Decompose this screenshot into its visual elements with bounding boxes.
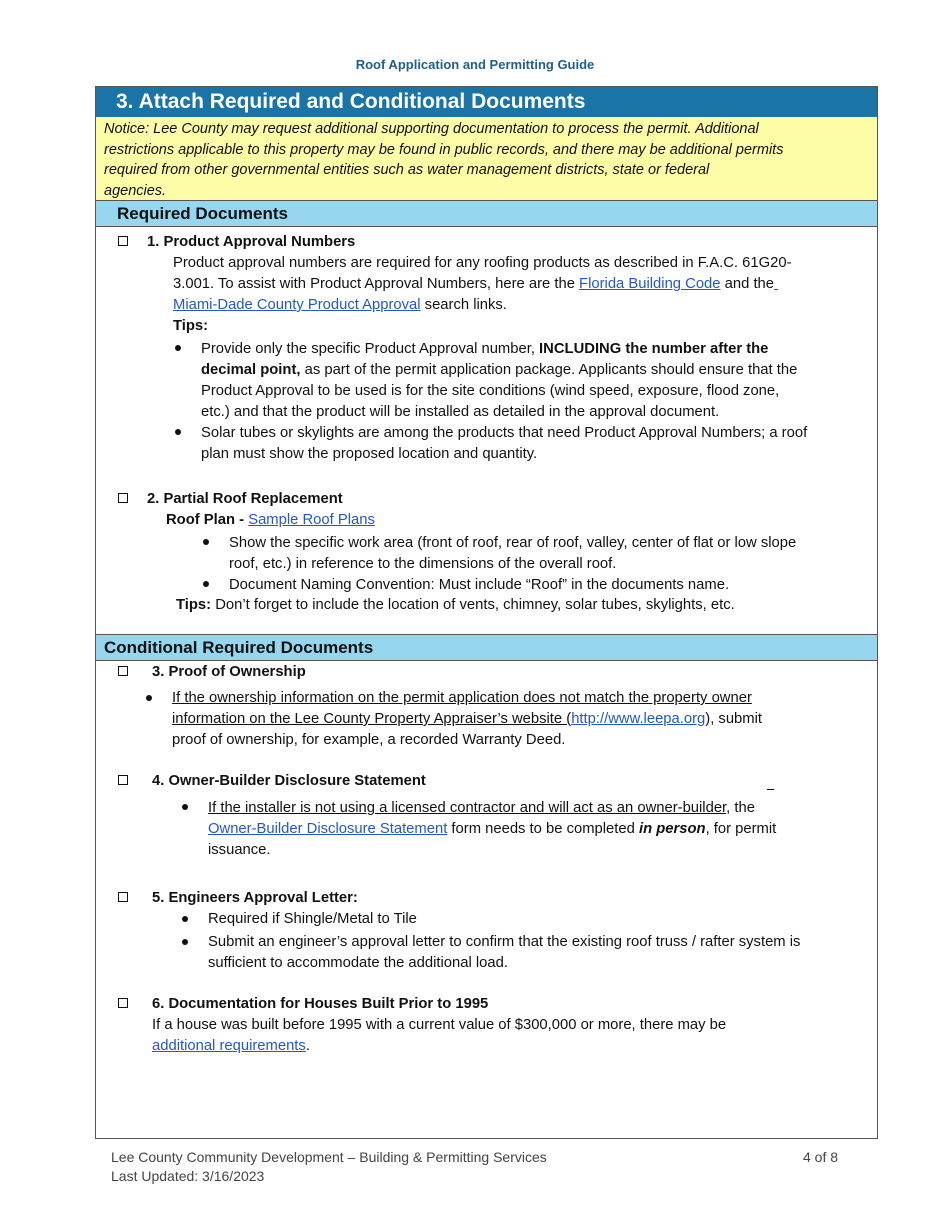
additional-requirements-link[interactable]: additional requirements (152, 1038, 306, 1054)
bullet-icon (175, 345, 181, 351)
item-title-proof-ownership: 3. Proof of Ownership (152, 664, 306, 680)
item-text-line (173, 274, 778, 295)
item-title-engineers-letter: 5. Engineers Approval Letter: (152, 890, 358, 906)
footer-page-number: 4 of 8 (803, 1149, 839, 1165)
roof-plan-line (166, 510, 375, 531)
notice-line: agencies. (104, 182, 167, 199)
item-text-line (152, 1036, 310, 1057)
bullet-icon (182, 916, 188, 922)
bullet-icon (175, 429, 181, 435)
checkbox-proof-ownership[interactable] (118, 666, 128, 676)
item-text: Document Naming Convention: Must include “Roof” in the documents name. (229, 577, 730, 593)
tip-text-line (201, 360, 797, 381)
footer-org: Lee County Community Development – Building & Permitting Services (111, 1149, 547, 1165)
sample-roof-plans-link[interactable]: Sample Roof Plans (248, 512, 375, 528)
item-text: and the (720, 276, 775, 292)
miami-dade-product-approval-link[interactable]: Miami-Dade County Product Approval (173, 297, 421, 313)
item-text-line (172, 709, 762, 730)
item-text: If a house was built before 1995 with a current value of $300,000 or more, there may be (152, 1017, 727, 1033)
checkbox-engineers-letter[interactable] (118, 892, 128, 902)
tip-text: plan must show the proposed location and quantity. (201, 446, 538, 462)
section-title: 3. Attach Required and Conditional Documents (96, 87, 877, 117)
item-title-product-approval: 1. Product Approval Numbers (147, 234, 356, 250)
tip-text: etc.) and that the product will be installed as detailed in the approval document. (201, 404, 720, 420)
tip-text: Product Approval to be used is for the site conditions (wind speed, exposure, flood zone, (201, 383, 780, 399)
bullet-icon (203, 581, 209, 587)
item-text-line (208, 798, 755, 819)
checkbox-owner-builder[interactable] (118, 775, 128, 785)
item-text: If the ownership information on the permit application does not match the property owner (172, 690, 752, 706)
item-text-line (208, 819, 776, 840)
item-text: . (305, 1038, 310, 1054)
item-text: issuance. (208, 842, 271, 858)
checkbox-houses-prior-1995[interactable] (118, 998, 128, 1008)
guide-title: Roof Application and Permitting Guide (355, 57, 595, 72)
item-text: , for permit (705, 821, 777, 837)
tips-label: Tips: (176, 597, 212, 613)
item-title-owner-builder: 4. Owner-Builder Disclosure Statement (152, 773, 426, 789)
checkbox-partial-roof[interactable] (118, 493, 128, 503)
tip-text: Solar tubes or skylights are among the products that need Product Approval Numbers; a roof (201, 425, 808, 441)
item-text: 3.001. To assist with Product Approval Numbers, here are the (173, 276, 580, 292)
checkbox-product-approval[interactable] (118, 236, 128, 246)
tip-text-bold: decimal point, (201, 362, 301, 378)
item-text: search links. (420, 297, 507, 313)
roof-plan-label: Roof Plan - (166, 512, 249, 528)
item-text: roof, etc.) in reference to the dimensions of the overall roof. (229, 556, 617, 572)
tips-label: Tips: (173, 318, 209, 334)
item-text-line (173, 295, 507, 316)
bullet-icon (182, 804, 188, 810)
conditional-documents-band: Conditional Required Documents (96, 634, 877, 661)
tip-text-bold: INCLUDING the number after the (539, 341, 769, 357)
item-text: sufficient to accommodate the additional load. (208, 955, 508, 971)
notice-line: restrictions applicable to this property may be found in public records, and there may be additional permits (104, 141, 784, 158)
item-text: If the installer is not using a licensed contractor and will act as an owner-builder (208, 800, 727, 816)
item-text-emphasis: in person (638, 821, 706, 837)
item-title-houses-prior-1995: 6. Documentation for Houses Built Prior to 1995 (152, 996, 489, 1012)
florida-building-code-link[interactable]: Florida Building Code (579, 276, 721, 292)
item-text: , the (726, 800, 755, 816)
required-documents-band: Required Documents (96, 200, 877, 227)
tip-text: Provide only the specific Product Approval number, (201, 341, 540, 357)
item-title-partial-roof: 2. Partial Roof Replacement (147, 491, 343, 507)
footer-updated: Last Updated: 3/16/2023 (111, 1168, 265, 1184)
item-text: information on the Lee County Property Appraiser’s website ( (172, 711, 572, 727)
tips-line (176, 595, 735, 616)
item-text: ), submit (705, 711, 762, 727)
owner-builder-disclosure-link[interactable]: Owner-Builder Disclosure Statement (208, 821, 448, 837)
notice-box (96, 117, 877, 200)
bullet-icon (146, 695, 152, 701)
bullet-icon (182, 939, 188, 945)
item-text: Submit an engineer’s approval letter to confirm that the existing roof truss / rafter system is (208, 934, 801, 950)
leepa-website-link[interactable]: http://www.leepa.org (571, 711, 706, 727)
notice-line: required from other governmental entities such as water management districts, state or federal (104, 162, 710, 179)
tip-text-line (201, 339, 768, 360)
tip-text: as part of the permit application package. Applicants should ensure that the (300, 362, 798, 378)
item-text: Required if Shingle/Metal to Tile (208, 911, 417, 927)
item-text: proof of ownership, for example, a recorded Warranty Deed. (172, 732, 566, 748)
item-text: form needs to be completed (447, 821, 639, 837)
stray-mark (767, 789, 774, 790)
item-text: Product approval numbers are required for any roofing products as described in F.A.C. 61G20- (173, 255, 792, 271)
tips-text: Don’t forget to include the location of vents, chimney, solar tubes, skylights, etc. (211, 597, 735, 613)
notice-line: Notice: Lee County may request additional supporting documentation to process the permit. Additional (104, 121, 759, 137)
bullet-icon (203, 539, 209, 545)
item-text: Show the specific work area (front of roof, rear of roof, valley, center of flat or low slope (229, 535, 797, 551)
